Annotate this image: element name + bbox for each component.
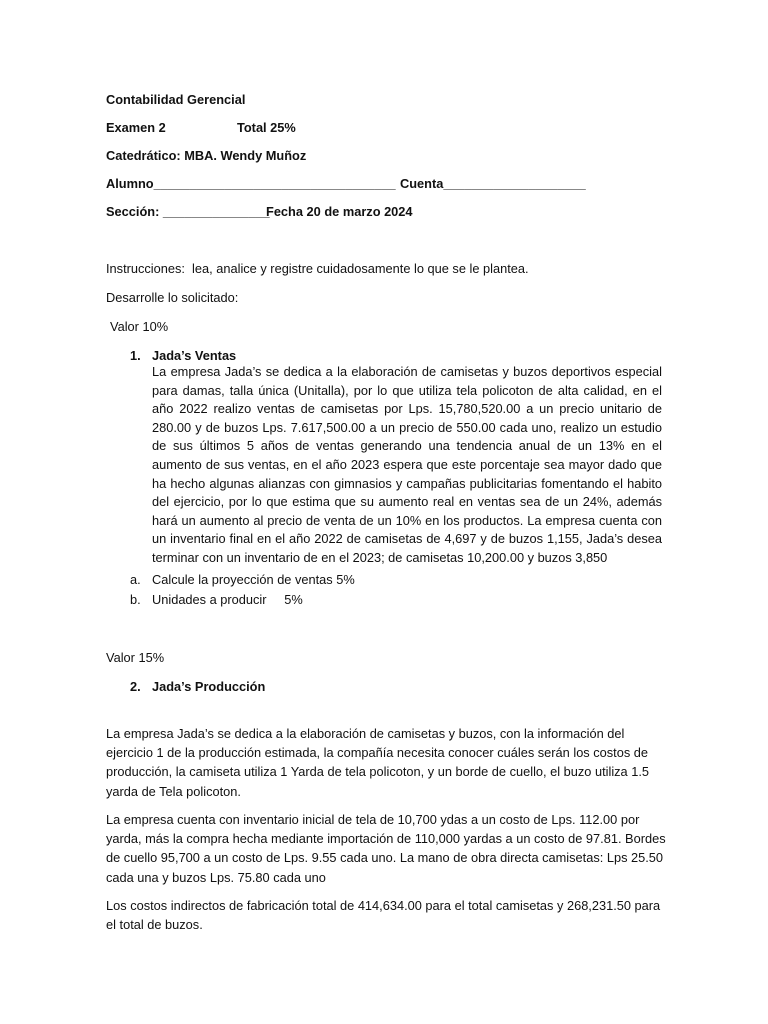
exam-number: Examen 2 — [106, 120, 166, 135]
part-2-paragraph-3: Los costos indirectos de fabricación total de 414,634.00 para el total camisetas y 268,231.50 para el total de buzos. — [106, 898, 661, 933]
part-2-paragraph-2: La empresa cuenta con inventario inicial de tela de 10,700 ydas a un costo de Lps. 112.00 por yarda, más la compra hecha mediante importación de 110,000 yardas a un costo de 97.81. Bordes de cuello 95,700 a un costo de Lps. 9.55 cada uno. La mano de obra directa camisetas: Lps 25.50 cada una y buzos Lps. 75.80 cada uno — [106, 812, 666, 885]
part-1-body: La empresa Jada’s se dedica a la elaboración de camisetas y buzos deportivos especial para damas, talla única (Unitalla), por lo que utiliza tela policoton de alta calidad, en el año 2022 realizo ventas de camisetas por Lps. 15,780,520.00 a un precio unitario de 280.00 y de buzos Lps. 7.617,500.00 a un precio de 550.00 cada uno, realizo un estudio de sus últimos 5 años de ventas generando una tendencia anual de un 13% en el aumento de sus ventas, en el año 2023 espera que este porcentaje sea mayor dado que ha hecho algunas alianzas con gimnasios y campañas publicitarias fomentando el habito del ejercicio, por lo que estima que su aumento real en ventas sea de un 24%, además hará un aumento al precio de venta de un 10% en los productos. La empresa cuenta con un inventario final en el año 2022 de camisetas de 4,697 y de buzos 1,155, Jada’s desea terminar con un inventario de en el 2023; de camisetas 10,200.00 y buzos 3,850 — [152, 364, 662, 565]
part-1-number: 1. — [130, 348, 141, 363]
account-line: Cuenta____________________ — [400, 176, 586, 191]
item-a-text: Calcule la proyección de ventas 5% — [152, 572, 355, 587]
item-b-letter: b. — [130, 592, 141, 607]
course-title: Contabilidad Gerencial — [106, 92, 246, 107]
exam-total: Total 25% — [237, 120, 296, 135]
part-1-value: Valor 10% — [110, 319, 169, 334]
student-line: Alumno__________________________________ — [106, 176, 396, 191]
part-1-title: Jada’s Ventas — [152, 348, 237, 363]
item-a-letter: a. — [130, 572, 141, 587]
exam-date: Fecha 20 de marzo 2024 — [266, 204, 413, 219]
section-line: Sección: _______________ — [106, 204, 270, 219]
item-b-text: Unidades a producir 5% — [152, 592, 303, 607]
part-2-number: 2. — [130, 679, 141, 694]
teacher-line: Catedrático: MBA. Wendy Muñoz — [106, 148, 307, 163]
part-2-paragraph-1: La empresa Jada’s se dedica a la elaboración de camisetas y buzos, con la información del ejercicio 1 de la producción estimada, la compañía necesita conocer cuáles serán los costos de producción, la camiseta utiliza 1 Yarda de tela policoton, y un borde de cuello, el buzo utiliza 1.5 yarda de Tela policoton. — [106, 726, 650, 799]
part-2-value: Valor 15% — [106, 650, 165, 665]
develop-prompt: Desarrolle lo solicitado: — [106, 290, 239, 305]
instructions: Instrucciones: lea, analice y registre cuidadosamente lo que se le plantea. — [106, 261, 529, 276]
part-2-title: Jada’s Producción — [152, 679, 266, 694]
